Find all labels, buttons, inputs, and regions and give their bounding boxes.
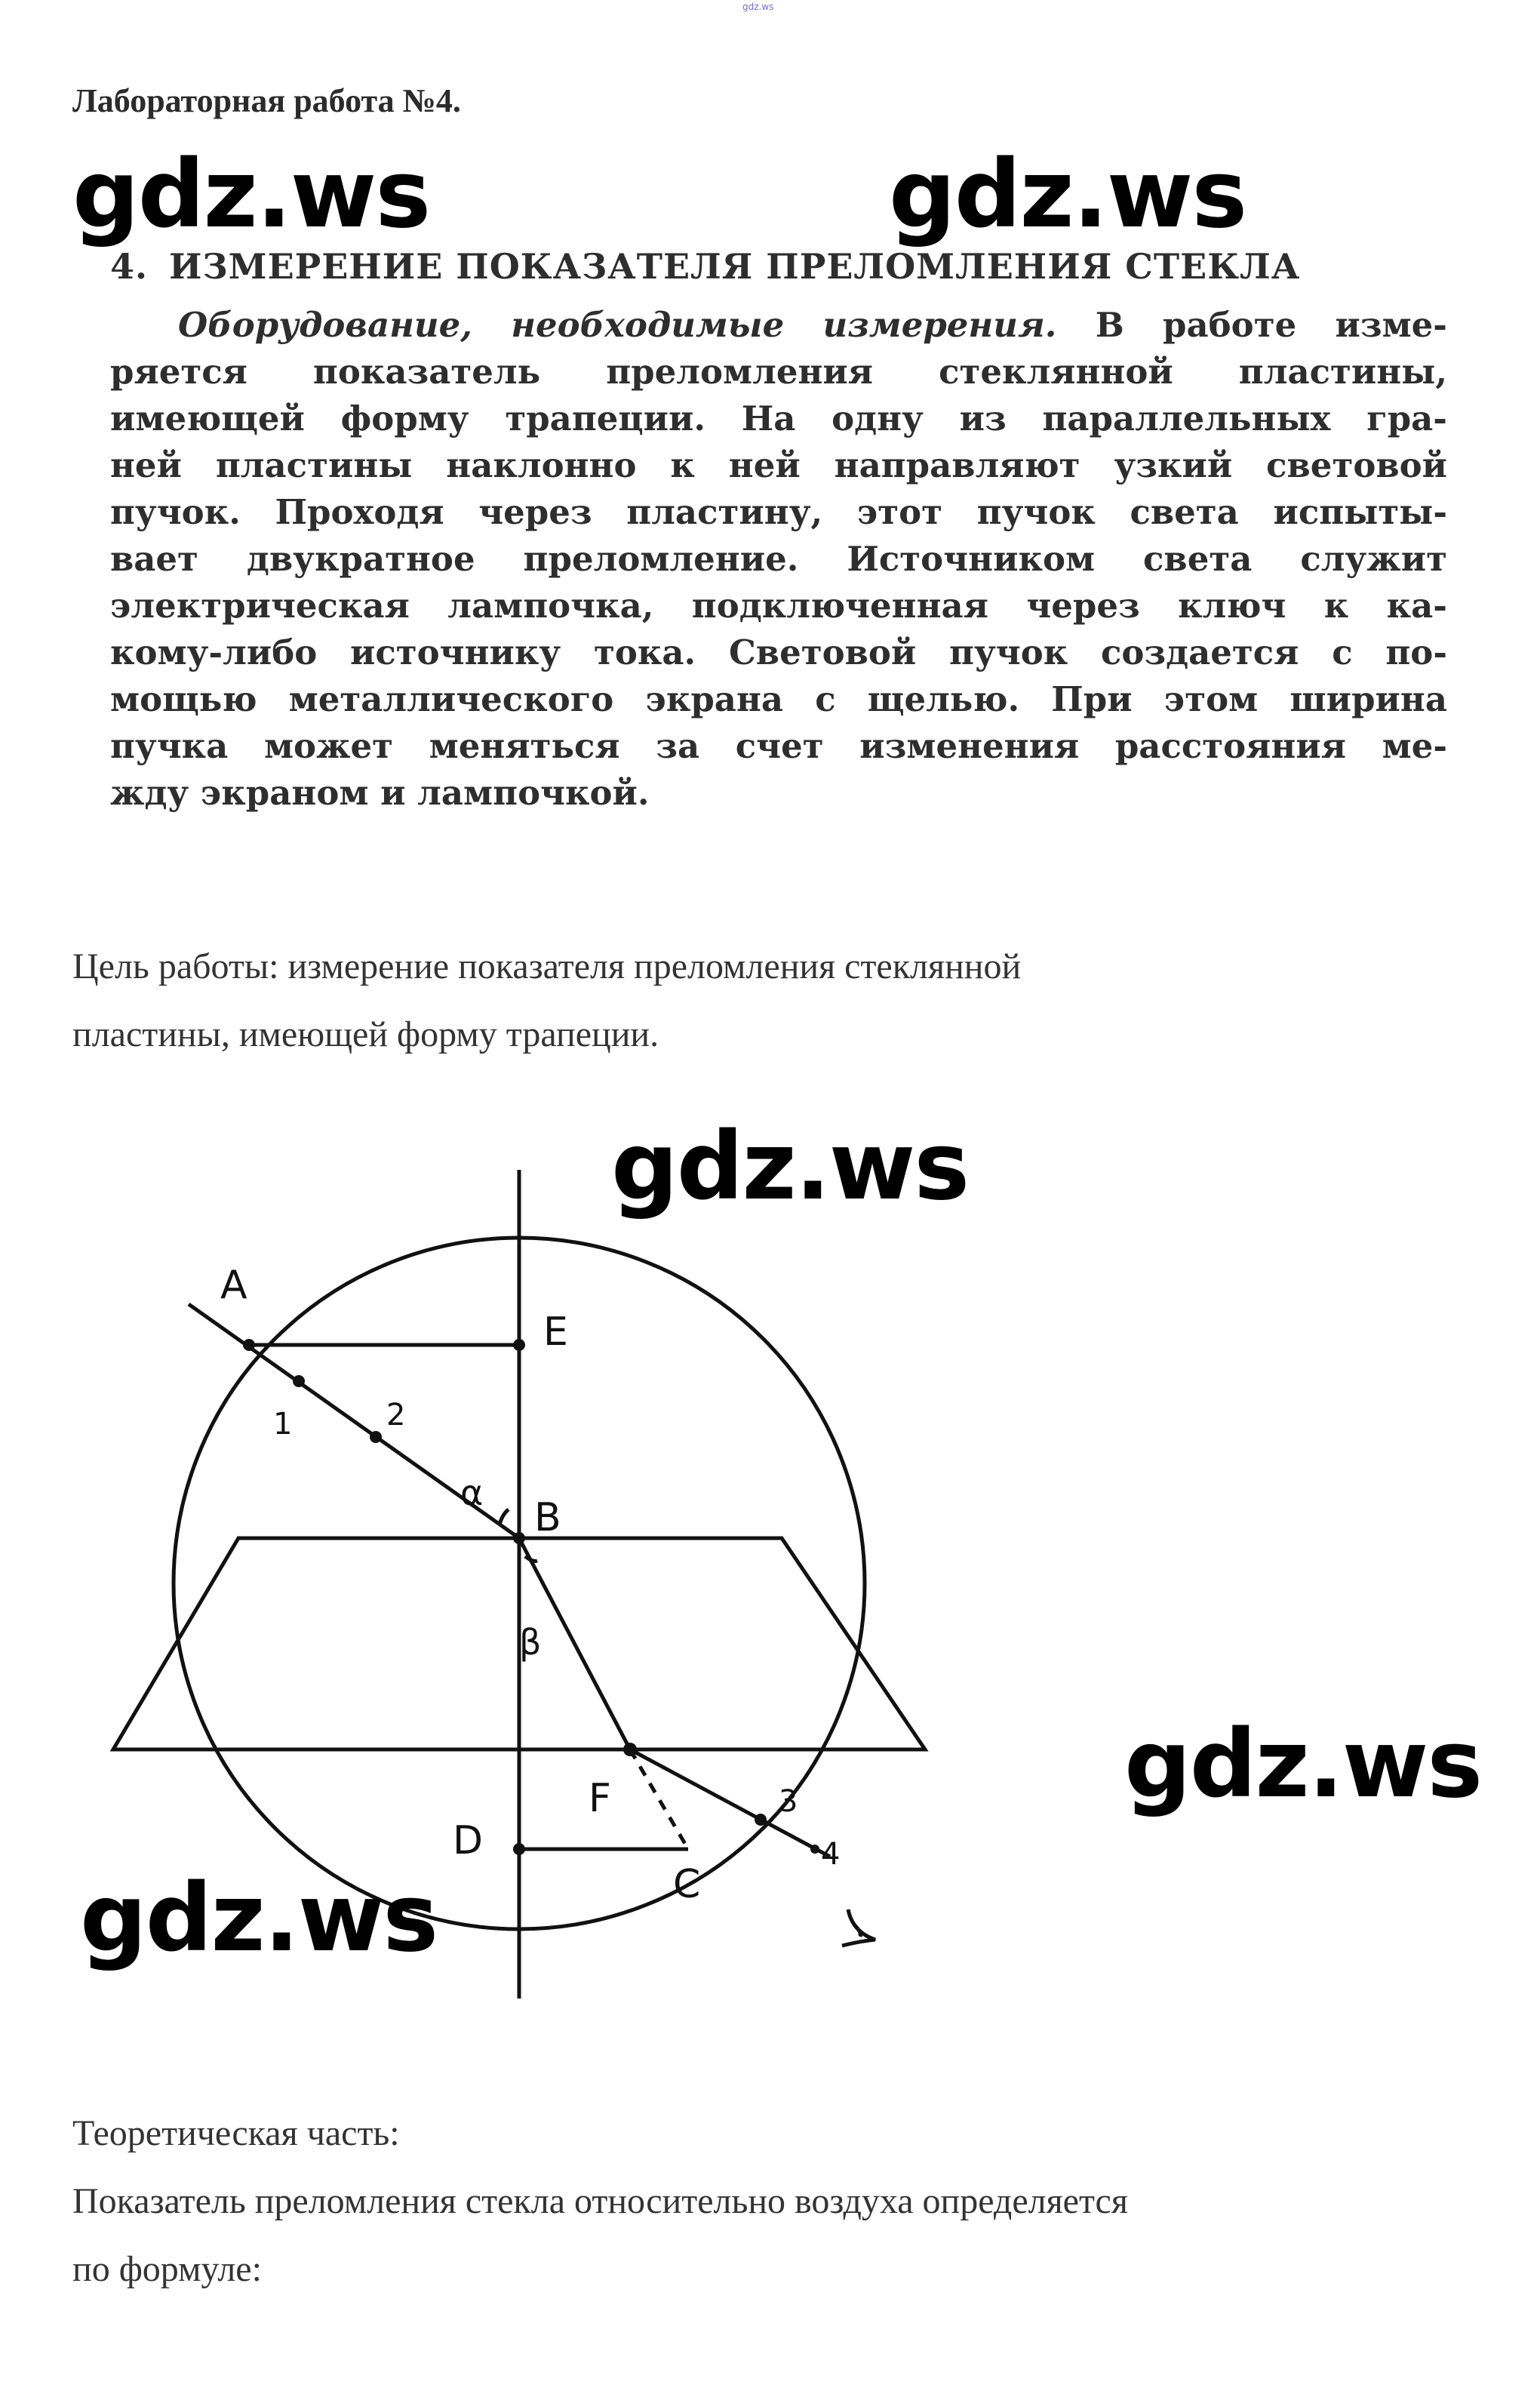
point-E-dot — [513, 1339, 525, 1351]
paragraph-line: пучок. Проходя через пластину, этот пучок света испыты- — [110, 492, 1447, 532]
theory-heading: Теоретическая часть: — [72, 2113, 400, 2153]
alpha-arc — [500, 1509, 509, 1525]
label-alpha: α — [460, 1472, 484, 1513]
goal-text — [72, 933, 1431, 1069]
theory-line: Показатель преломления стекла относительно воздуха определяется — [72, 2181, 1128, 2221]
paragraph-line: ряется показатель преломления стеклянной пластины, — [110, 352, 1447, 392]
eye-icon — [842, 1909, 875, 1946]
label-B: B — [534, 1495, 561, 1540]
label-E: E — [543, 1309, 568, 1355]
equipment-label: Оборудование, необходимые измерения. — [178, 305, 1057, 345]
goal-line: Цель работы: измерение показателя преломления стеклянной — [72, 946, 1022, 986]
page-title: Лабораторная работа №4. — [72, 82, 461, 119]
paragraph-line: мощью металлического экрана с щелью. При этом ширина — [110, 679, 1447, 719]
paragraph-line — [110, 302, 1447, 349]
watermark: gdz.ws — [1124, 1710, 1482, 1819]
goal-line: пластины, имеющей форму трапеции. — [72, 1014, 659, 1054]
section-number: 4. — [110, 246, 149, 287]
point-F-dot — [623, 1743, 637, 1756]
section-title: ИЗМЕРЕНИЕ ПОКАЗАТЕЛЯ ПРЕЛОМЛЕНИЯ СТЕКЛА — [169, 246, 1301, 287]
point-D-dot — [513, 1843, 525, 1855]
watermark: gdz.ws — [80, 1864, 438, 1973]
section-heading — [110, 246, 1453, 287]
label-F: F — [589, 1776, 611, 1821]
theory-line: по формуле: — [72, 2249, 262, 2289]
pin-1-dot — [293, 1375, 305, 1387]
beta-arc — [525, 1556, 537, 1561]
label-beta: β — [519, 1622, 542, 1663]
watermark: gdz.ws — [889, 140, 1246, 249]
paragraph-line: пучка может меняться за счет изменения расстояния ме- — [110, 726, 1447, 766]
scanned-textbook-excerpt — [110, 246, 1453, 817]
paragraph-line: ней пластины наклонно к ней направляют узкий световой — [110, 445, 1447, 485]
label-4: 4 — [821, 1837, 841, 1872]
label-3: 3 — [779, 1784, 798, 1819]
paragraph-line: жду экраном и лампочкой. — [110, 773, 650, 813]
paragraph-line: кому-либо источнику тока. Световой пучок создается с по- — [110, 632, 1447, 672]
pin-2-dot — [370, 1431, 382, 1443]
pin-3-dot — [755, 1814, 767, 1826]
label-C: C — [673, 1862, 701, 1907]
paragraph-line: электрическая лампочка, подключенная через ключ к ка- — [110, 586, 1447, 626]
theory-section — [72, 2100, 1506, 2303]
pin-4-dot — [810, 1845, 819, 1854]
point-A-dot — [243, 1339, 255, 1351]
label-1: 1 — [273, 1407, 293, 1442]
point-B-dot — [513, 1532, 525, 1544]
label-D: D — [453, 1818, 484, 1863]
paragraph-line: имеющей форму трапеции. На одну из параллельных гра- — [110, 398, 1447, 438]
watermark: gdz.ws — [72, 140, 430, 249]
paragraph-line: вает двукратное преломление. Источником света служит — [110, 539, 1447, 579]
label-A: A — [220, 1263, 247, 1308]
label-2: 2 — [386, 1398, 406, 1432]
site-mark: gdz.ws — [742, 2, 774, 12]
watermark: gdz.ws — [611, 1112, 969, 1221]
paragraph-text: В работе изме- — [1056, 305, 1447, 345]
